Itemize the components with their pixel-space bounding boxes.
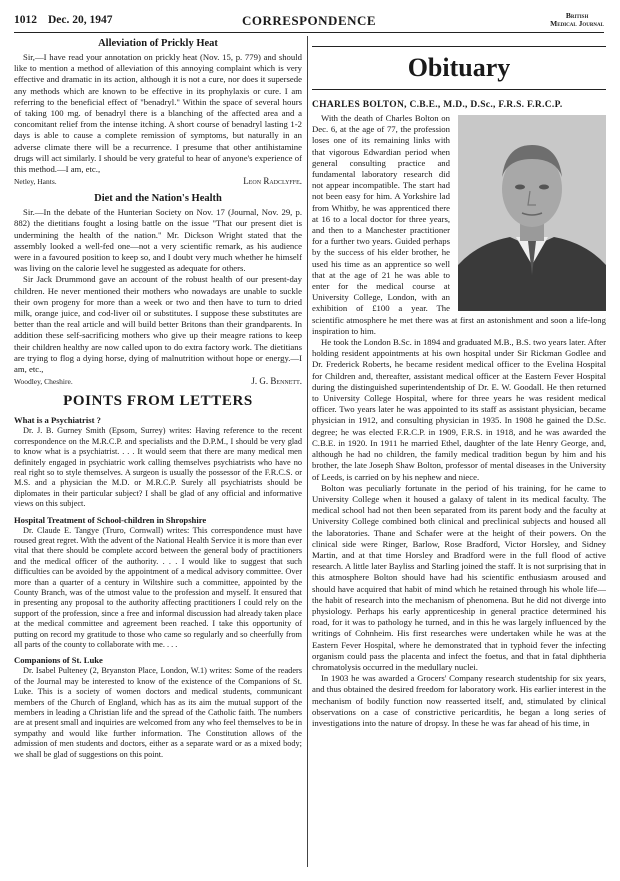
obituary-paragraph-text: With the death of Charles Bolton on Dec. 6, at the age of 77, the profession loses one of its remaining links with that vigorous Edwardian period when general consulting practice and fundamental laboratory research did not appear incompatible. The start had not been easy for him. A Yorkshire lad from Whitby, he was apprenticed there at 16 to a local doctor for three years, and then to a Manchester practitioner for a further two years. Guided perhaps by the success of his elder brother, he used his time as an apprentice so well that at the age of 21 he was able to enter for the medical course at University College, London, with an exhibition of £100 a year. The scientific atmosphere he met there was at first an astonishment and soon a life-long inspiration to him. — [312, 113, 606, 336]
journal-name-line2: Medical Journal — [550, 18, 604, 28]
letter-diet-health — [14, 193, 302, 387]
point-body: Dr. Claude E. Tangye (Truro, Cornwall) writes: This correspondence must have roused great regret. With the advent of the National Health Service it is more than ever vital that there should be complete accord between the general body of practitioners and the medical officer of the authority. . . . I would like to suggest that such difficulties can be avoided by the appointment of a medical advisory committee. Over more than a quarter of a century in Wiltshire such a committee, appointed by the County Branch, was of the utmost value to the profession and myself. It ensured that in presenting any proposal to the authority affecting practitioners I could rely on the support of the profession, since a free and informal discussion had already taken place at the medical committee and agreement been reached. I take this opportunity of putting on record my gratitude to those who came so regularly and so cheerfully from all parts of the county to collaborate with me. . . . — [14, 525, 302, 649]
point-title: Companions of St. Luke — [14, 655, 103, 666]
point-title: Hospital Treatment of School-children in Shropshire — [14, 514, 207, 525]
left-column — [14, 36, 302, 869]
journal-name-line1: British — [565, 11, 589, 20]
letter-title: Alleviation of Prickly Heat — [98, 38, 218, 49]
letter-place: Netley, Hants. — [14, 177, 57, 187]
section-title: CORRESPONDENCE — [241, 13, 377, 28]
letter-paragraph: Sir.—In the debate of the Hunterian Society on Nov. 17 (Journal, Nov. 29, p. 882) the dietitians fought a losing battle on the issue "That our present diet is undermining the health of the nation." Mr. Dickson Wright stated that the assembly looked a well-fed one—not a very scientific remark, as his audience were in a favoured position to keep so, and I doubt very much whether he himself was living on the calorie level he suggested as adequate for others. — [14, 207, 302, 274]
point-body: Dr. J. B. Gurney Smith (Epsom, Surrey) writes: Having reference to the recent correspondence on the M.R.C.P. and specialists and the D.P.M., I should be very glad to know what is a psychiatrist. . . . It would seem that there are many medical men definitely engaged in psychiatric work calling themselves psychiatrists who have no real right so to style themselves. A surgeon is usually the possessor of the F.R.C.S. or M.S. and a physician the M.D. or M.R.C.P. Surely all psychiatrists should be diplomates in their particular subject? I shall be glad of any official and informative views on this subject. — [14, 426, 302, 509]
letter-prickly-heat — [14, 38, 302, 187]
letter-body: Sir,—I have read your annotation on prickly heat (Nov. 15, p. 779) and should like to mention a method of alleviation of this annoying complaint which is very effective and dramatic in its action, although it is not a cure, nor does it supersede any methods which are known to be effective in its prophylaxis or cure. I am referring to the beneficial effect of "benadryl." Within the space of several hours of taking 100 mg. of benadryl there is a blanching of the affected area and a concomitant relief from the intense itching. A short course of benadryl lasting 1-2 days is able to cause a complete remission of symptoms, but naturally in an adverse climate there will be a recurrence. I presume that other antihistamine drugs will act similarly. I should be very grateful to hear of anyone's experience of this method.—I am, etc., — [14, 52, 302, 175]
letter-title: Diet and the Nation's Health — [94, 193, 222, 205]
letter-paragraph: Sir Jack Drummond gave an account of the robust health of our present-day children. He never mentioned their mothers who nowadays are unable to suckle their own progeny for more than a week or two and then have to turn to dried milk, orange juice, and cod-liver oil or substitutes. I suppose these substitutes are better than the real article and will build better Britons than their grandparents. In addition these self-sacrificing mothers who give up their meagre rations to keep their children healthy are now called upon to do extra factory work. The dietitians are trying to flog a dying horse, dying of malnutrition without hope or energy.—I am, etc., — [14, 274, 302, 375]
obituary-name: CHARLES BOLTON, C.B.E., M.D., D.Sc., F.R.S. F.R.C.P. — [312, 100, 563, 110]
portrait-photograph-icon — [458, 115, 606, 311]
letter-signature: Leon Radclyffe. — [243, 176, 302, 187]
letter-signature-row — [14, 376, 302, 387]
obituary-paragraph — [312, 113, 606, 337]
letter-place: Woodley, Cheshire. — [14, 377, 73, 387]
letter-signature-row — [14, 176, 302, 187]
right-column — [312, 36, 606, 869]
obituary-heading: Obituary — [312, 46, 606, 90]
journal-name — [550, 12, 604, 27]
point-body: Dr. Isabel Pulteney (2, Bryanston Place, London, W.1) writes: Some of the readers of the Journal may be interested to know of the existence of the Companions of St. Luke. This is a society of women doctors and medical students, communicant members of the Church of England, which has as its aim the mutual support of the members in leading a Christian life and the spread of the Catholic faith. The numbers are at present small and inquiries are welcomed from any who feel themselves to be in sympathy and would like further information. The Constitution allows of the admission of men students and doctors, either as a separate ward or as a mixed body; we shall be glad of suggestions on this point. — [14, 666, 302, 759]
obituary-paragraph: In 1903 he was awarded a Grocers' Company research studentship for six years, and thus obtained the desired freedom for laboratory work. His earlier interest in the mechanism of bodily function now reasserted itself, and, stimulated by clinical observations on a case of constrictive pericarditis, he began a long series of investigations into the nature of dropsy. In these he was far ahead of his time, in — [312, 673, 606, 728]
portrait-photo — [458, 115, 606, 311]
points-list — [14, 415, 302, 760]
points-from-letters-heading: POINTS FROM LETTERS — [63, 393, 253, 410]
page-header — [14, 10, 604, 33]
page-number: 1012 — [14, 14, 37, 26]
issue-date: Dec. 20, 1947 — [48, 14, 113, 26]
letter-signature: J. G. Bennett. — [251, 376, 302, 387]
point-title: What is a Psychiatrist ? — [14, 415, 101, 426]
obituary-paragraph: Bolton was peculiarly fortunate in the period of his training, for he came to University College when it housed a galaxy of talent in its medical faculty. The medical school had not then been separated from its parent body and the faculty at University College combined both clinical and preclinical subjects and housed all the laboratories. Thane and Schafer were at the height of their powers. On the clinical side were Ringer, Barlow, Rose Bradford, Victor Horsley, and Sidney Martin, and at that time Horsley and Bradford were in the full flood of active research. A little later Bayliss and Starling joined the staff. It is not surprising that in this atmosphere Bolton should have had his scientific enthusiasm aroused and should have acquired that habit of mind which he retained through his whole life—the habit of research into the mechanism of phenomena. But he did not diverge into physiology. Perhaps his early apprenticeship in general practice determined his road, for it was to pathology he turned, and in this he was largely influenced by the writings of Cohnheim. His first researches were undertaken while he was at the Eastern Fever Hospital, where he demonstrated that in typhoid fever the infecting organism could pass the placenta and infect the foetus, and that in fatal diphtheria chromatolysis occurred in the medullary nuclei. — [312, 482, 606, 672]
column-divider — [307, 36, 308, 867]
obituary-paragraph: He took the London B.Sc. in 1894 and graduated M.B., B.S. two years later. After holding resident appointments at his own hospital under Sir Rickman Godlee and Dr. Frederick Roberts, he became resident medical officer to the Evelina Hospital for Children and, thereafter, assistant medical officer at the Eastern Fever Hospital during the distinguished superintendentship of Dr. E. W. Goodall. He then returned to University College Hospital, where for three years he was resident medical officer. Two years later he was appointed to its staff as assistant physician, became physician in 1912, and consulting physician in 1935. In 1908 he gained the D.Sc. degree; he was elected F.R.C.P. in 1909, F.R.S. in 1918, and he was awarded the C.B.E. in 1920. In 1911 he married Ethel, daughter of the late Henry George, and, although he had no children, the family medical tradition begun by him and his brother, the late Joseph Shaw Bolton, professor of mental diseases in the University of Leeds, is carried on by his nephew and niece. — [312, 337, 606, 482]
